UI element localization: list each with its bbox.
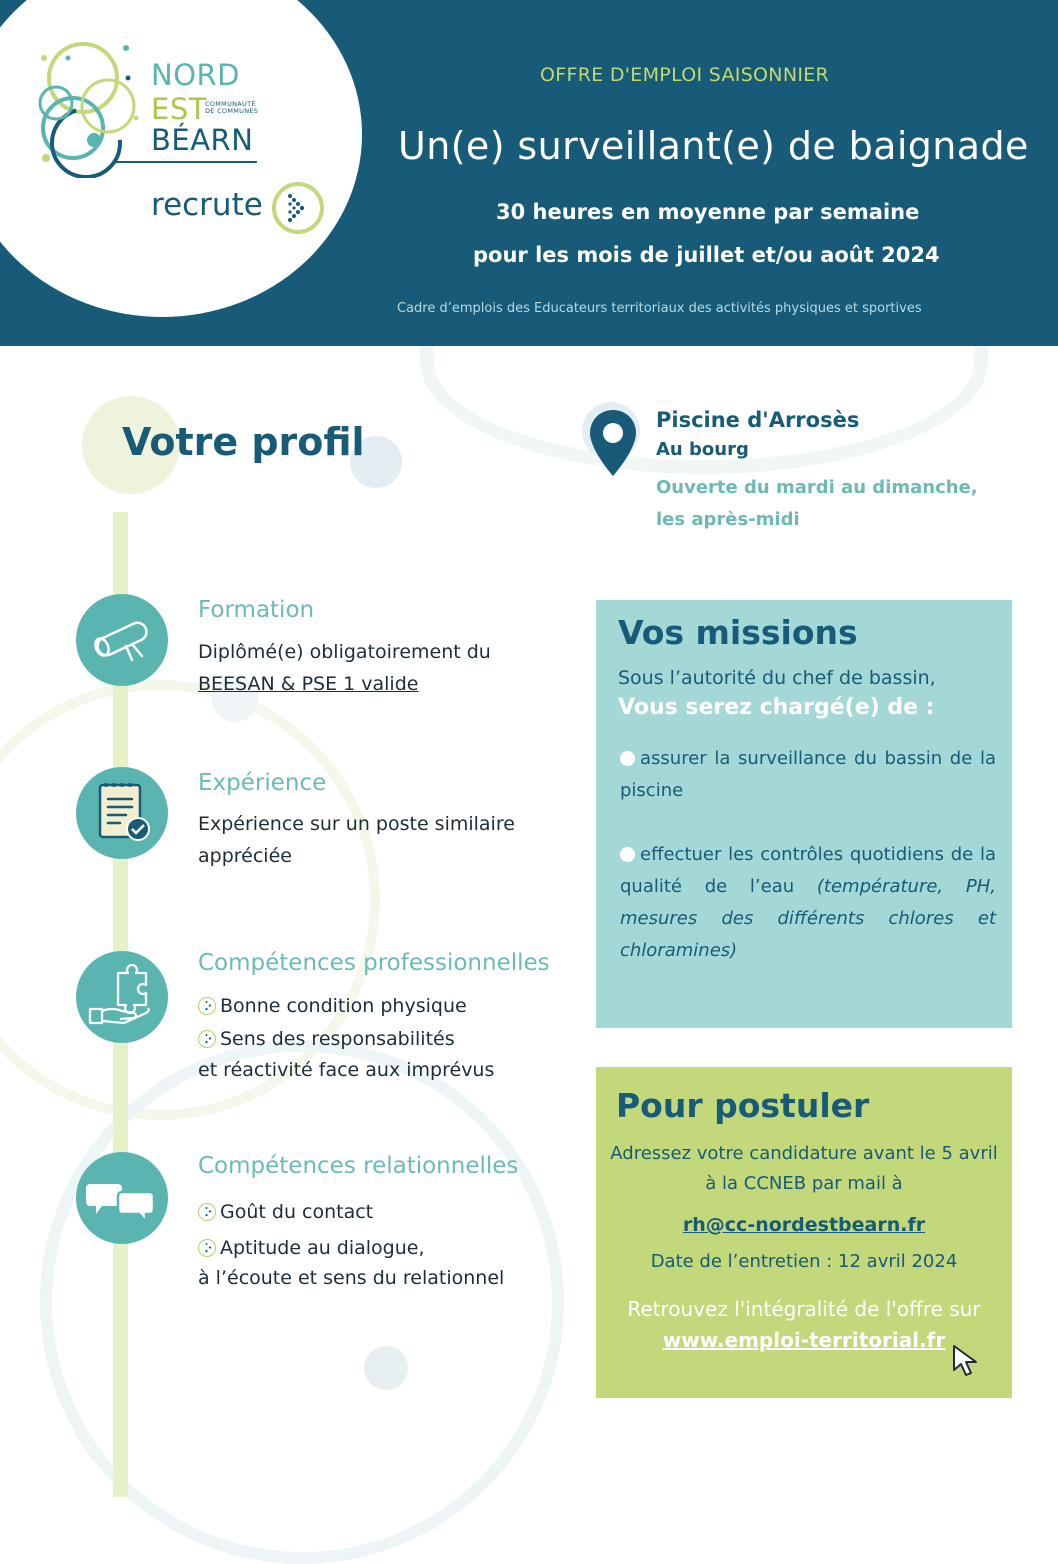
chevron-bullet-icon [198,997,216,1015]
opening-hours-1: Ouverte du mardi au dimanche, [656,477,978,498]
bullet-icon [620,847,635,862]
formation-title: Formation [198,597,315,623]
experience-text-1: Expérience sur un poste similaire [198,813,515,835]
offer-kicker: OFFRE D'EMPLOI SAISONNIER [540,64,830,86]
missions-title: Vos missions [618,613,858,652]
location-name: Piscine d'Arrosès [656,408,860,432]
competences-pro-item-1 [198,990,467,1022]
competences-pro-title: Compétences professionnelles [198,950,550,976]
location-sub: Au bourg [656,439,749,460]
chevron-bullet-icon [198,1030,216,1048]
competences-rel-item-2-cont: à l’écoute et sens du relationnel [198,1267,505,1289]
mission-item-1-text: assurer la surveillance du bassin de la piscine [620,748,996,801]
logo-nord: NORD [151,58,240,92]
competences-pro-item-2 [198,1023,455,1055]
page-title: Un(e) surveillant(e) de baignade [398,124,1029,168]
recrute-label: recrute [151,187,263,223]
hours-line-1: 30 heures en moyenne par semaine [496,200,920,224]
logo-bearn: BÉARN [151,123,254,157]
diploma-icon [76,594,168,686]
recrute-arrow-icon [270,180,326,236]
formation-text-2: BEESAN & PSE 1 valide [198,673,419,695]
apply-method: à la CCNEB par mail à [705,1173,903,1194]
competences-pro-item-2-text: Sens des responsabilités [220,1028,455,1050]
puzzle-hand-icon [76,951,168,1043]
mission-item-2 [620,839,996,967]
competences-pro-item-1-text: Bonne condition physique [220,995,467,1017]
logo-divider [115,161,257,163]
logo-tagline: COMMUNAUTÉ DE COMMUNES [205,100,259,115]
decorative-dot [364,1346,408,1390]
mission-item-2-text: effectuer les contrôles quotidiens de la qualité de l’eau [620,844,996,897]
opening-hours-2: les après-midi [656,509,800,530]
apply-email-link[interactable]: rh@cc-nordestbearn.fr [682,1214,926,1236]
missions-intro: Sous l’autorité du chef de bassin, [618,667,936,689]
competences-rel-item-2 [198,1232,425,1264]
interview-date: Date de l’entretien : 12 avril 2024 [650,1251,958,1272]
bullet-icon [620,751,635,766]
formation-icon-circle [76,594,168,686]
profil-title: Votre profil [122,420,365,464]
competences-pro-item-2-cont: et réactivité face aux imprévus [198,1059,495,1081]
logo-graphic-icon [28,28,158,178]
location-pin-icon [588,408,638,478]
hours-line-2: pour les mois de juillet et/ou août 2024 [473,243,940,267]
cursor-icon [951,1343,985,1379]
apply-deadline: Adressez votre candidature avant le 5 avril [610,1143,998,1164]
chevron-bullet-icon [198,1203,216,1221]
offer-url-link[interactable]: www.emploi-territorial.fr [662,1328,946,1352]
checklist-icon [76,767,168,859]
mission-item-2-detail: (température, PH, mesures des différents chlores et chloramines) [620,876,996,961]
competences-rel-item-2-text: Aptitude au dialogue, [220,1237,425,1259]
experience-text-2: appréciée [198,845,292,867]
chevron-bullet-icon [198,1239,216,1257]
logo-est: EST [151,92,207,126]
offer-info: Retrouvez l'intégralité de l'offre sur [627,1297,981,1321]
apply-title: Pour postuler [616,1086,870,1125]
competences-rel-item-1-text: Goût du contact [220,1201,374,1223]
competences-pro-icon-circle [76,951,168,1043]
competences-rel-item-1 [198,1196,373,1228]
cadre-emplois: Cadre d’emplois des Educateurs territoriaux des activités physiques et sportives [397,301,922,316]
experience-title: Expérience [198,770,327,796]
formation-text-1: Diplômé(e) obligatoirement du [198,641,491,663]
competences-rel-icon-circle [76,1152,168,1244]
missions-intro-charge: Vous serez chargé(e) de : [618,695,935,720]
competences-rel-title: Compétences relationnelles [198,1153,519,1179]
experience-icon-circle [76,767,168,859]
mission-item-1 [620,743,996,807]
chat-bubbles-icon [76,1152,168,1244]
